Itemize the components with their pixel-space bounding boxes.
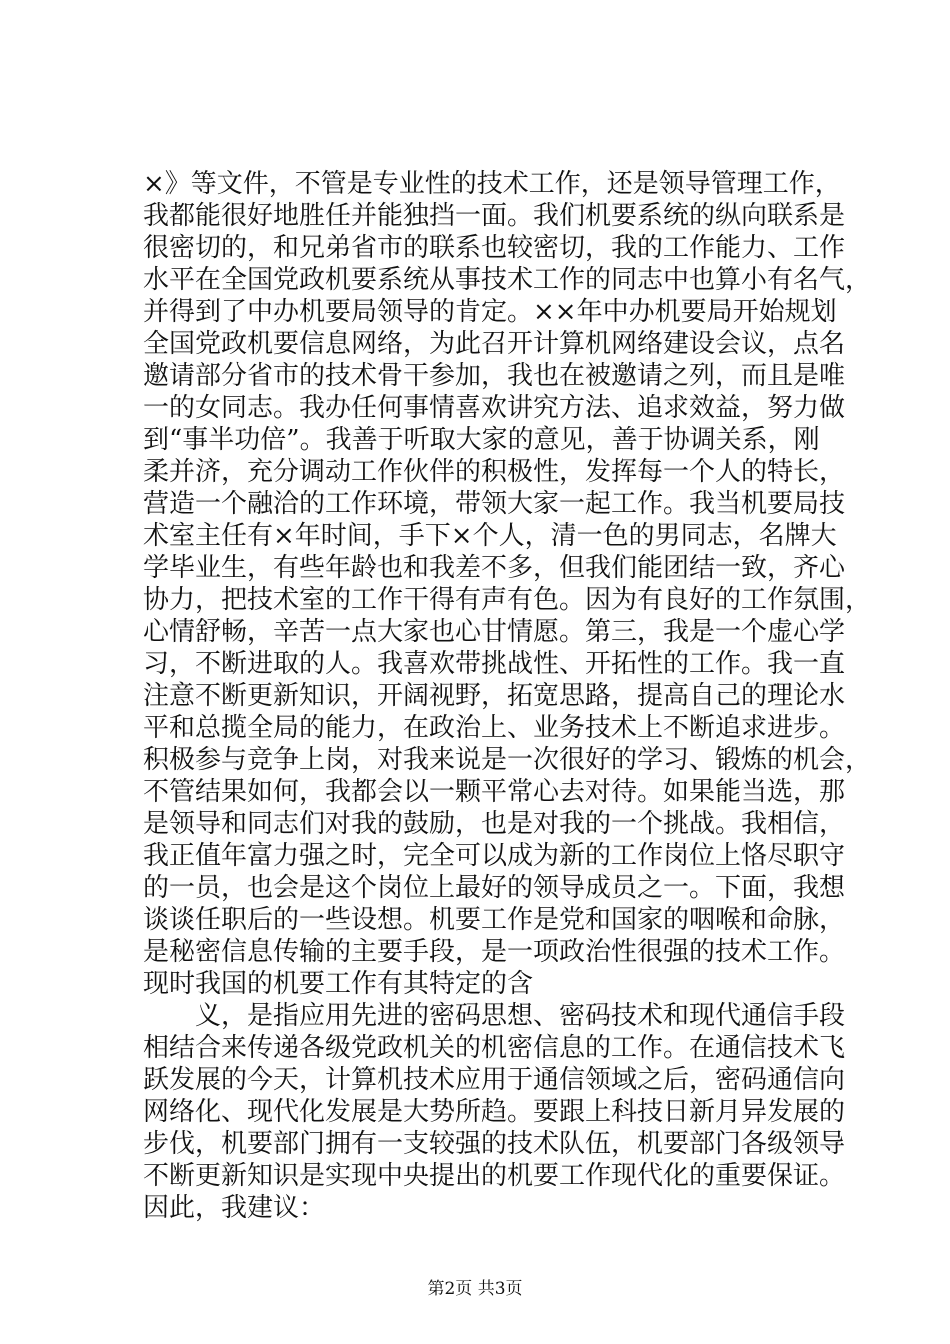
text-line: 跃发展的今天，计算机技术应用于通信领域之后，密码通信向 — [143, 1065, 846, 1095]
text-line: 不断更新知识是实现中央提出的机要工作现代化的重要保证。 — [143, 1161, 846, 1191]
text-line: 因此，我建议： — [143, 1193, 326, 1223]
text-line: 谈谈任职后的一些设想。机要工作是党和国家的咽喉和命脉， — [143, 905, 846, 935]
text-line: 注意不断更新知识，开阔视野，拓宽思路，提高自己的理论水 — [143, 681, 846, 711]
text-line: 积极参与竞争上岗，对我来说是一次很好的学习、锻炼的机会， — [143, 745, 872, 775]
text-line: 很密切的，和兄弟省市的联系也较密切，我的工作能力、工作 — [143, 233, 846, 263]
text-line: 我都能很好地胜任并能独挡一面。我们机要系统的纵向联系是 — [143, 201, 846, 231]
paragraph-1 — [143, 168, 872, 1000]
text-line: 我正值年富力强之时，完全可以成为新的工作岗位上恪尽职守 — [143, 841, 846, 871]
text-line: 是秘密信息传输的主要手段，是一项政治性很强的技术工作。 — [143, 937, 846, 967]
page-footer — [0, 1278, 950, 1300]
text-line: 习，不断进取的人。我喜欢带挑战性、开拓性的工作。我一直 — [143, 649, 846, 679]
text-line: 心情舒畅，辛苦一点大家也心甘情愿。第三，我是一个虚心学 — [143, 617, 846, 647]
text-line: 术室主任有×年时间，手下×个人，清一色的男同志，名牌大 — [143, 521, 837, 551]
text-line: 全国党政机要信息网络，为此召开计算机网络建设会议，点名 — [143, 329, 846, 359]
text-line: 现时我国的机要工作有其特定的含 — [143, 969, 534, 999]
text-line: 相结合来传递各级党政机关的机密信息的工作。在通信技术飞 — [143, 1033, 846, 1063]
text-line: 营造一个融洽的工作环境，带领大家一起工作。我当机要局技 — [143, 489, 846, 519]
text-line: ×》等文件，不管是专业性的技术工作，还是领导管理工作， — [143, 169, 841, 199]
text-line: 网络化、现代化发展是大势所趋。要跟上科技日新月异发展的 — [143, 1097, 846, 1127]
paragraph-2 — [143, 1000, 846, 1224]
text-line: 一的女同志。我办任何事情喜欢讲究方法、追求效益，努力做 — [143, 393, 846, 423]
text-line: 平和总揽全局的能力，在政治上、业务技术上不断追求进步。 — [143, 713, 846, 743]
text-line: 不管结果如何，我都会以一颗平常心去对待。如果能当选，那 — [143, 777, 846, 807]
text-line: 学毕业生，有些年龄也和我差不多，但我们能团结一致，齐心 — [143, 553, 846, 583]
text-line: 的一员，也会是这个岗位上最好的领导成员之一。下面，我想 — [143, 873, 846, 903]
text-line: 水平在全国党政机要系统从事技术工作的同志中也算小有名气， — [143, 265, 872, 295]
page-number: 第2页 共3页 — [427, 1279, 523, 1299]
text-line: 邀请部分省市的技术骨干参加，我也在被邀请之列，而且是唯 — [143, 361, 846, 391]
text-line: 协力，把技术室的工作干得有声有色。因为有良好的工作氛围， — [143, 585, 872, 615]
text-line: 义，是指应用先进的密码思想、密码技术和现代通信手段 — [195, 1001, 846, 1031]
text-line: 步伐，机要部门拥有一支较强的技术队伍，机要部门各级领导 — [143, 1129, 846, 1159]
text-line: 到“事半功倍”。我善于听取大家的意见，善于协调关系，刚 — [143, 425, 820, 455]
body-text — [143, 168, 872, 1224]
text-line: 柔并济，充分调动工作伙伴的积极性，发挥每一个人的特长， — [143, 457, 846, 487]
text-line: 是领导和同志们对我的鼓励，也是对我的一个挑战。我相信， — [143, 809, 846, 839]
text-line: 并得到了中办机要局领导的肯定。××年中办机要局开始规划 — [143, 297, 837, 327]
